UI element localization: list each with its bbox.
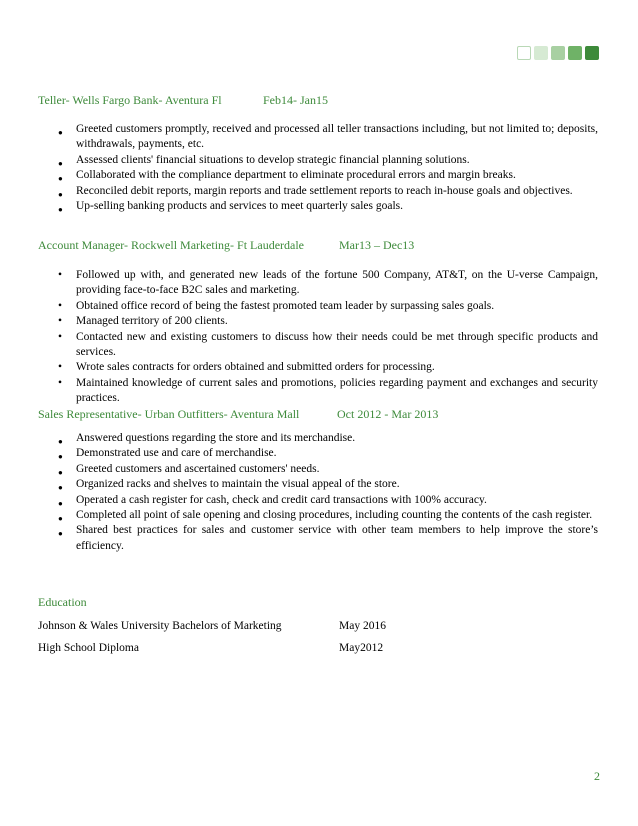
job-bullets-account-manager xyxy=(58,268,598,407)
bullet-icon: ● xyxy=(58,514,63,524)
list-item: • Followed up with, and generated new leads of the fortune 500 Company, AT&T, on the U-verse Campaign, providing face-to-face B2C sales and marketing. xyxy=(58,269,598,297)
education-degree: High School Diploma xyxy=(38,642,139,654)
education-degree: Johnson & Wales University Bachelors of Marketing xyxy=(38,620,282,632)
decor-square-1 xyxy=(517,46,531,60)
education-row xyxy=(38,620,386,632)
bullet-icon: ● xyxy=(58,452,63,462)
bullet-icon: ● xyxy=(58,189,63,199)
bullet-icon: • xyxy=(58,315,63,328)
job-bullets-sales-rep xyxy=(58,431,598,554)
list-item: ● Completed all point of sale opening and closing procedures, including counting the contents of the cash register. xyxy=(58,508,598,523)
bullet-icon: ● xyxy=(58,437,63,446)
education-row xyxy=(38,642,384,654)
decor-square-3 xyxy=(551,46,565,60)
list-item: ● Up-selling banking products and services to meet quarterly sales goals. xyxy=(58,199,598,214)
list-item: ● Assessed clients' financial situations to develop strategic financial planning solutions. xyxy=(58,153,598,168)
job-heading-teller xyxy=(38,93,328,108)
list-item: ● Answered questions regarding the store and its merchandise. xyxy=(58,431,598,446)
bullet-icon: ● xyxy=(58,529,63,539)
job-heading-sales-rep xyxy=(38,407,439,422)
bullet-icon: • xyxy=(58,376,63,389)
job-dates: Oct 2012 - Mar 2013 xyxy=(337,407,439,421)
list-item: • Obtained office record of being the fastest promoted team leader by surpassing sales goals. xyxy=(58,299,598,314)
bullet-icon: • xyxy=(58,299,63,312)
list-item: ● Greeted customers and ascertained customers' needs. xyxy=(58,462,598,477)
bullet-icon: • xyxy=(58,330,63,343)
job-bullets-teller xyxy=(58,122,598,214)
list-item: ● Collaborated with the compliance department to eliminate procedural errors and margin breaks. xyxy=(58,168,598,183)
bullet-icon: • xyxy=(58,269,63,281)
bullet-icon: ● xyxy=(58,174,63,184)
job-dates: Mar13 – Dec13 xyxy=(339,238,415,252)
job-title: Teller- Wells Fargo Bank- Aventura Fl xyxy=(38,93,222,107)
list-item: ● Reconciled debit reports, margin reports and trade settlement reports to reach in-house goals and objectives. xyxy=(58,184,598,199)
education-date: May2012 xyxy=(339,642,384,654)
list-item: ● Operated a cash register for cash, check and credit card transactions with 100% accuracy. xyxy=(58,493,598,508)
education-heading: Education xyxy=(38,595,87,609)
list-item: ● Shared best practices for sales and customer service with other team members to help improve the store’s efficiency. xyxy=(58,524,598,552)
list-item: ● Demonstrated use and care of merchandise. xyxy=(58,446,598,461)
bullet-icon: ● xyxy=(58,205,63,215)
bullet-icon: ● xyxy=(58,128,63,137)
list-item: • Managed territory of 200 clients. xyxy=(58,314,598,329)
list-item: ● Greeted customers promptly, received and processed all teller transactions including, but not limited to; deposits, withdrawals, payments, etc. xyxy=(58,123,598,151)
list-item: • Wrote sales contracts for orders obtained and submitted orders for processing. xyxy=(58,360,598,375)
list-item: • Maintained knowledge of current sales and promotions, policies regarding payment and exchanges and security practices. xyxy=(58,376,598,405)
decor-square-2 xyxy=(534,46,548,60)
bullet-icon: ● xyxy=(58,158,63,168)
bullet-icon: ● xyxy=(58,467,63,477)
decor-square-4 xyxy=(568,46,582,60)
education-date: May 2016 xyxy=(339,620,386,632)
list-item: • Contacted new and existing customers to discuss how their needs could be met through specific products and services. xyxy=(58,330,598,359)
bullet-icon: • xyxy=(58,361,63,374)
decorative-squares xyxy=(517,46,599,60)
job-title: Account Manager- Rockwell Marketing- Ft Lauderdale xyxy=(38,238,304,252)
job-heading-account-manager xyxy=(38,238,415,253)
job-dates: Feb14- Jan15 xyxy=(263,93,328,107)
bullet-icon: ● xyxy=(58,483,63,493)
bullet-icon: ● xyxy=(58,498,63,508)
list-item: ● Organized racks and shelves to maintain the visual appeal of the store. xyxy=(58,477,598,492)
page-number: 2 xyxy=(594,769,600,783)
job-title: Sales Representative- Urban Outfitters- Aventura Mall xyxy=(38,407,300,421)
decor-square-5 xyxy=(585,46,599,60)
